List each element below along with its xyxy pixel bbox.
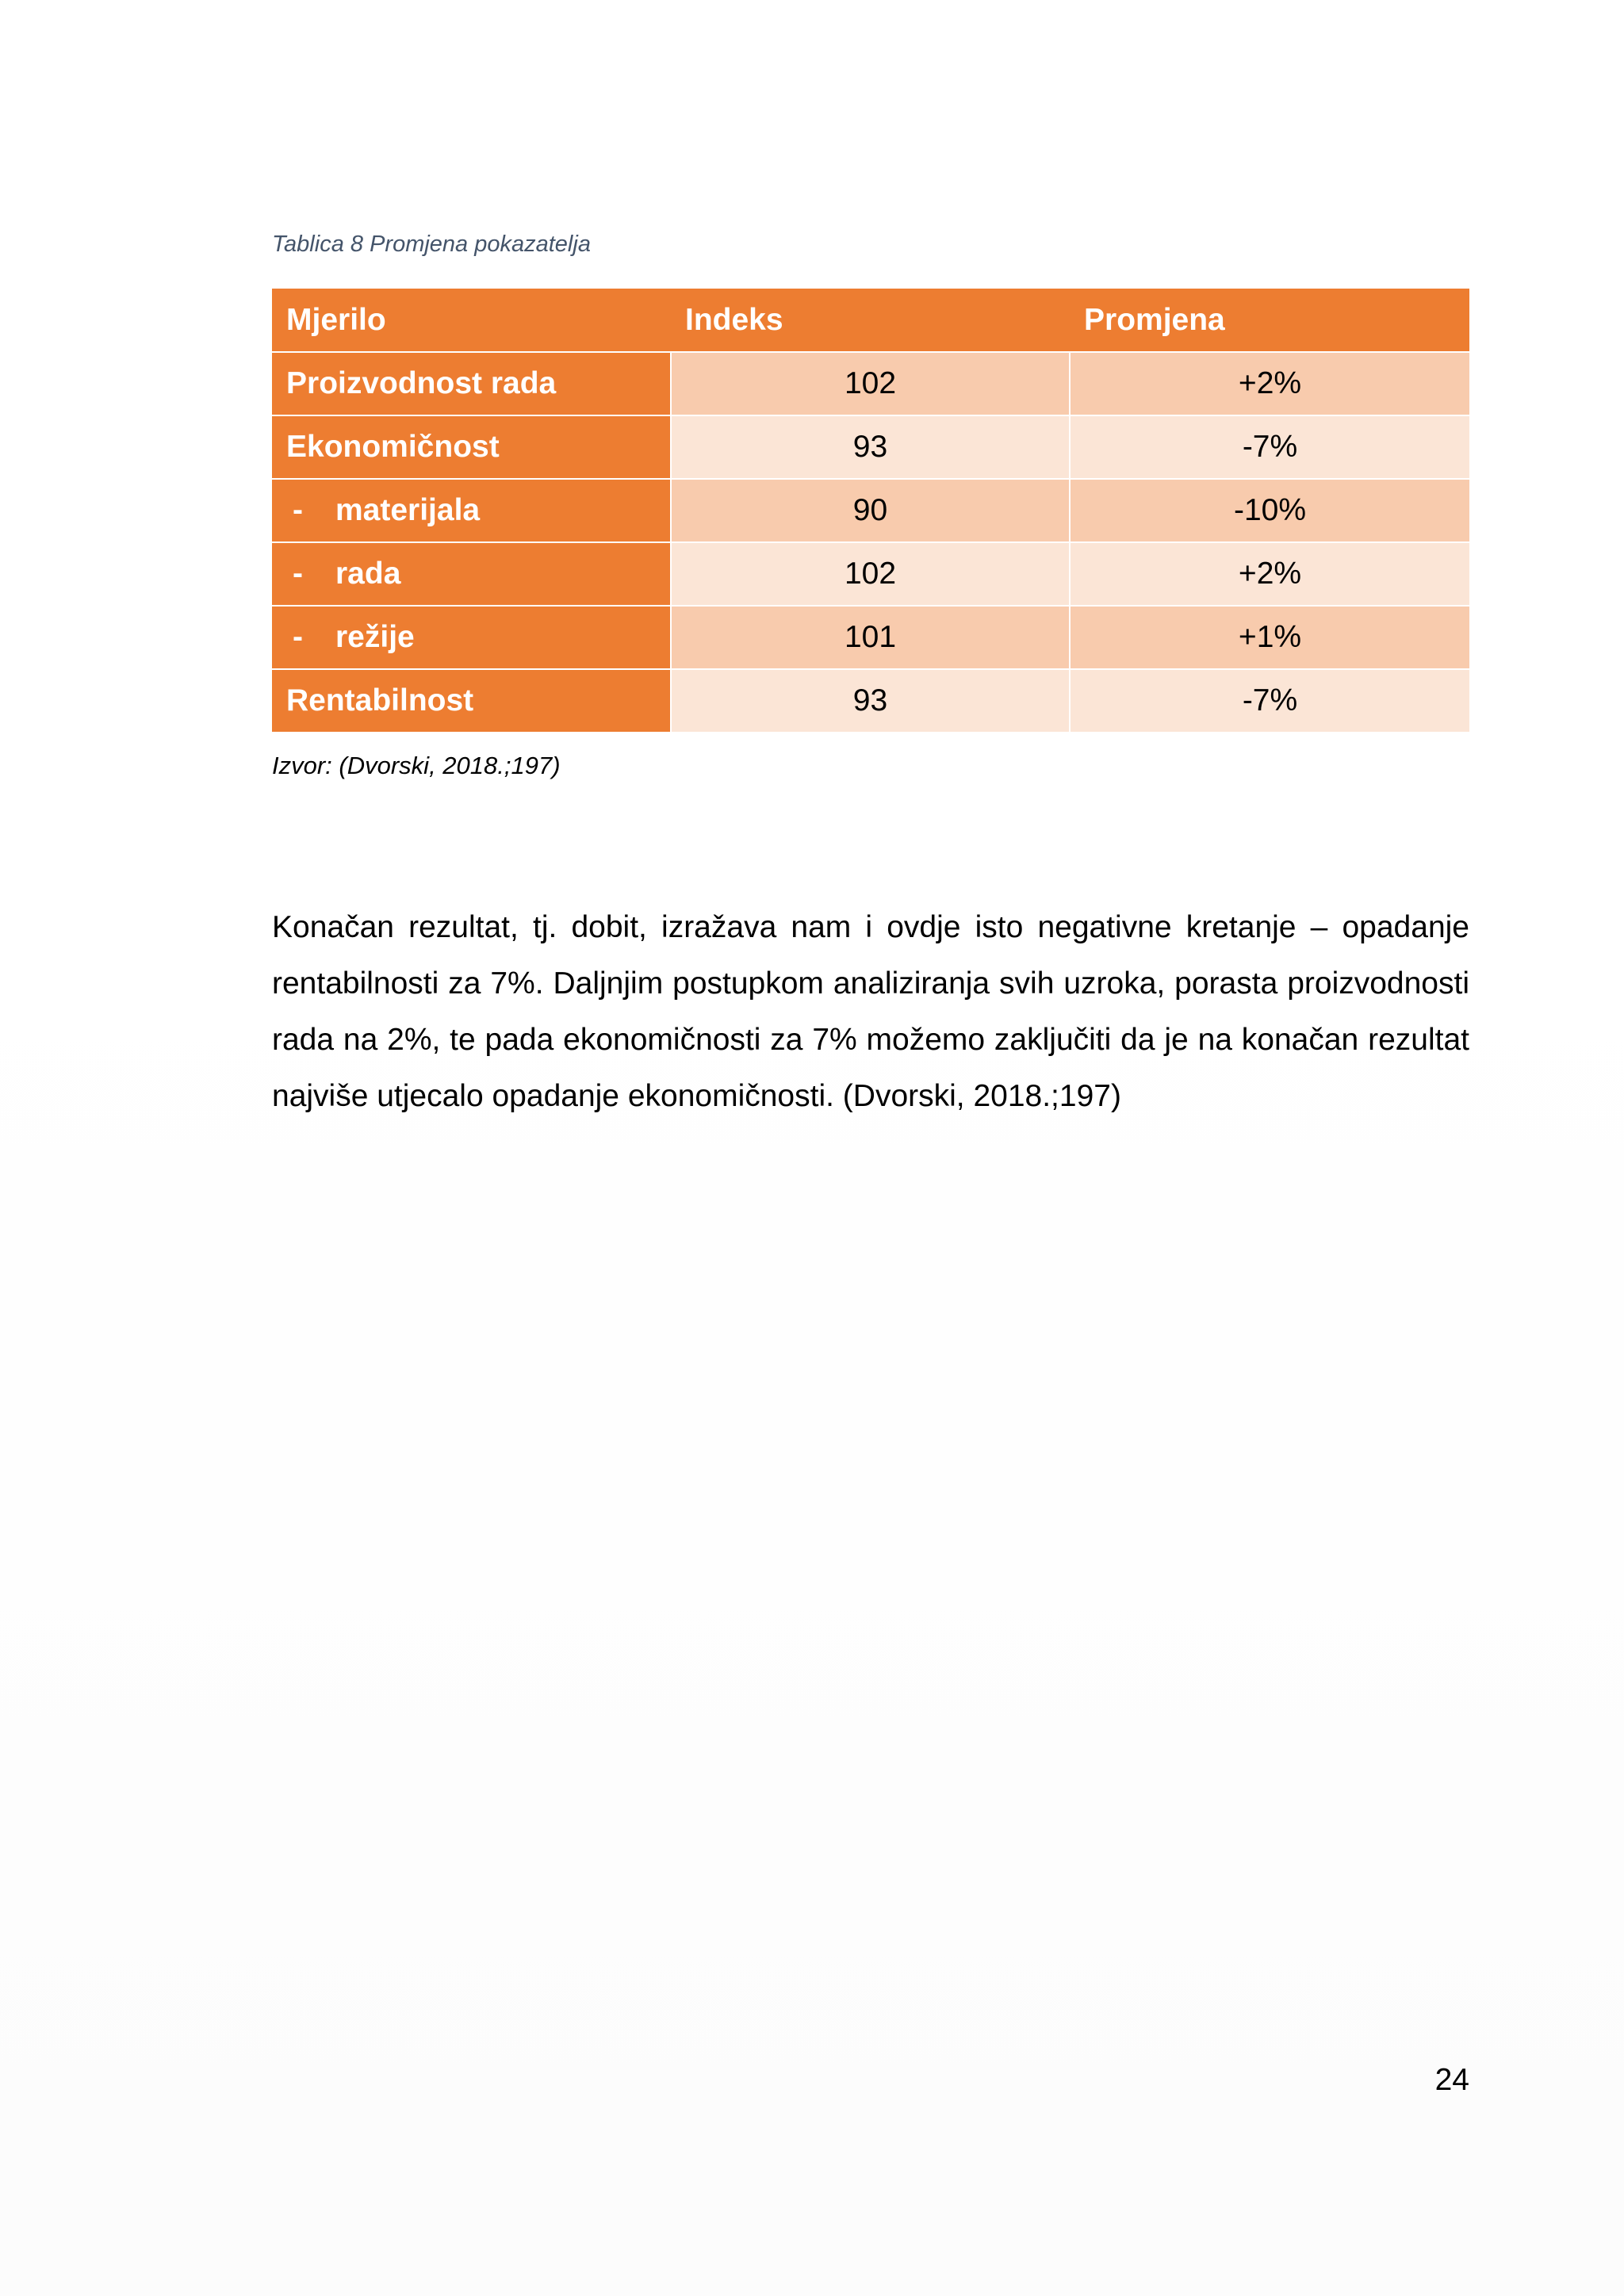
table-caption: Tablica 8 Promjena pokazatelja: [272, 232, 591, 257]
column-header-mjerilo: Mjerilo: [272, 289, 671, 352]
sub-item-dash: -: [293, 557, 303, 591]
row-label: [272, 606, 671, 669]
row-label: [272, 542, 671, 606]
table-row: [272, 542, 1469, 606]
row-label-text: Ekonomičnost: [286, 430, 500, 464]
change-cell: +1%: [1070, 606, 1469, 669]
sub-item-dash: -: [293, 493, 303, 527]
row-label: [272, 415, 671, 479]
row-label-text: Rentabilnost: [286, 683, 474, 718]
index-cell: 93: [671, 415, 1070, 479]
table-row: [272, 479, 1469, 542]
row-label-text: materijala: [335, 493, 481, 527]
row-label: [272, 479, 671, 542]
change-cell: +2%: [1070, 542, 1469, 606]
row-label-text: Proizvodnost rada: [286, 366, 557, 400]
row-label: [272, 669, 671, 733]
table-row: [272, 352, 1469, 415]
table-header-row: [272, 289, 1469, 352]
table-row: [272, 415, 1469, 479]
body-paragraph: Konačan rezultat, tj. dobit, izražava nam i ovdje isto negativne kretanje – opadanje rentabilnosti za 7%. Daljnjim postupkom analiziranja svih uzroka, porasta proizvodnosti rada na 2%, te pada ekonomičnosti za 7% možemo zaključiti da je na konačan rezultat najviše utjecalo opadanje ekonomičnosti. (Dvorski, 2018.;197): [272, 910, 1469, 1113]
row-label: [272, 352, 671, 415]
row-label-text: rada: [335, 557, 401, 591]
change-cell: -10%: [1070, 479, 1469, 542]
page-number: 24: [1434, 2063, 1469, 2097]
sub-item-dash: -: [293, 620, 303, 654]
column-header-promjena: Promjena: [1070, 289, 1469, 352]
indicator-table: [272, 289, 1469, 733]
index-cell: 102: [671, 352, 1070, 415]
change-cell: +2%: [1070, 352, 1469, 415]
index-cell: 93: [671, 669, 1070, 733]
index-cell: 101: [671, 606, 1070, 669]
index-cell: 90: [671, 479, 1070, 542]
table-row: [272, 606, 1469, 669]
index-cell: 102: [671, 542, 1070, 606]
row-label-text: režije: [335, 620, 415, 654]
table-source: Izvor: (Dvorski, 2018.;197): [272, 752, 561, 779]
table-row: [272, 669, 1469, 733]
change-cell: -7%: [1070, 415, 1469, 479]
change-cell: -7%: [1070, 669, 1469, 733]
column-header-indeks: Indeks: [671, 289, 1070, 352]
